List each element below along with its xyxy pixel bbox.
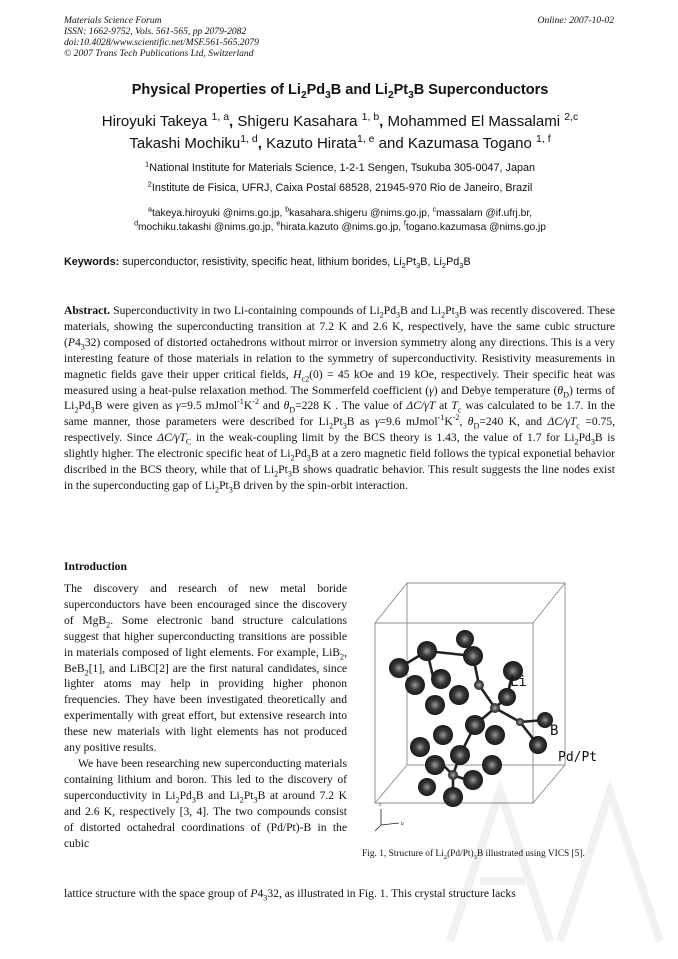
figure-caption: Fig. 1, Structure of $Li_2(Pd/Pt)_3B$ illustrated using VICS [5]. [362,849,585,861]
intro-paragraph-1: The discovery and research of new metal boride superconductors have been encouraged since the discovery of MgB$_2$. Some electronic band structure calculations suggest that higher superconducting transitions are possible in materials composed of light elements. For example, LiB$_2$, BeB$_2$[1], and LiBC[2] are the first natural candidates, since lighter atoms may help in providing higher phonon frequencies. They have been investigated theoretically and experimentally with great effort, but extensive research into these new materials with light elements has not produced any positive results. [64,582,347,755]
authors-line-1: Hiroyuki Takeya $^{1, a}$, Shigeru Kasahara $^{1, b}$, Mohammed El Massalami $^{2,c}$ [101,111,579,130]
paper-title: Physical Properties of $Li_2Pd_3B$ and $Li_2Pt_3B$ Superconductors [131,82,549,101]
doi-line: doi:10.4028/www.scientific.net/MSF.561-565.2079 [64,37,259,48]
axis-triad [375,809,399,831]
author-name: Shigeru Kasahara [237,113,362,130]
intro-continuation: lattice structure with the space group of $P4_332$, as illustrated in Fig. 1. This crystal structure lacks [64,887,516,903]
journal-name: Materials Science Forum [64,15,162,26]
copyright-line: © 2007 Trans Tech Publications Ltd, Switzerland [64,48,254,59]
axis-b-label: b [401,822,404,827]
author-name: Kazumasa Togano [407,135,537,152]
keywords: Keywords: superconductor, resistivity, specific heat, lithium borides, $Li_2Pt_3B$, $Li_2Pd_3B$ [64,256,471,271]
affiliation-1: $^1$National Institute for Materials Science, 1-2-1 Sengen, Tsukuba 305-0047, Japan [145,159,535,174]
abstract-label: Abstract. [64,304,111,317]
online-date: Online: 2007-10-02 [537,15,614,26]
axis-c-label: c [379,803,382,808]
label-pd-pt: Pd/Pt [558,750,598,765]
introduction-body [64,581,347,851]
label-li: Li [510,674,527,690]
authors-line-2: Takashi Mochiku$^{1, d}$, Kazuto Hirata$^{1, e}$ and Kazumasa Togano $^{1, f}$ [129,133,551,152]
label-b: B [550,723,559,739]
author-name: Kazuto Hirata [266,135,357,152]
author-name: Mohammed El Massalami [387,113,565,130]
author-emails: $^a$takeya.hiroyuki @nims.go.jp, $^b$kasahara.shigeru @nims.go.jp, $^c$massalam @if.ufrj.br, $^d$mochiku.takashi @nims.go.jp, $^e$hirata.kazuto @nims.go.jp, $^f$togano.kazumasa @nims.go.jp [134,205,546,233]
unit-cell-outline [375,583,565,803]
abstract: Abstract. Superconductivity in two Li-containing compounds of $Li_2Pd_3B$ and $Li_2Pt_3B$ was recently discovered. These materials, showing the superconducting transition at 7.2 K and 2.6 K, respectively, have the same cubic structure $(P4_332)$ composed of distorted octahedrons without mirror or inversion symmetry along any directions. This is a very interesting feature of those materials in relation to the symmetry of superconductivity. Resistivity measurements in magnetic fields gave their upper critical fields, $H_{c2}(0) = 45$ kOe and 19 kOe, respectively. Their specific heat was measured using a heat-pulse relaxation method. The Sommerfeld coefficient (γ) and Debye temperature $(\theta_D)$ terms of $Li_2Pd_3B$ were given as γ=9.5 $mJmol^{-1}K^{-2}$ and $\theta_D=228$ K . The value of ΔC/γT at $T_c$ was calculated to be 1.7. In the same manner, those parameters were described for $Li_2Pt_3B$ as γ=9.6 $mJmol^{-1}K^{-2}$, $\theta_D=240$ K, and $\Delta C/\gamma T_c =0.75$, respectively. Since $\Delta C/\gamma T_C$ in the weak-coupling limit by the BCS theory is 1.43, the value of 1.7 for $Li_2Pd_3B$ is slightly higher. The electronic specific heat of $Li_2Pd_3B$ at a zero magnetic field follows the typical exponetial behavior discribed in the BCS theory, while that of $Li_2Pt_3B$ shows quadratic behavior. This result suggests the line nodes exist in the superconducting gap of $Li_2Pt_3B$ driven by the spin-orbit interaction. [64,304,616,495]
watermark-graphic [430,771,670,951]
author-name: Takashi Mochiku [129,135,241,152]
introduction-heading: Introduction [64,560,127,573]
affiliation-2: $^2$Institute de Fisica, UFRJ, Caixa Postal 68528, 21945-970 Rio de Janeiro, Brazil [147,179,533,194]
journal-header [64,15,259,59]
issn-line: ISSN: 1662-9752, Vols. 561-565, pp 2079-2082 [64,26,247,37]
intro-paragraph-2: We have been researching new superconducting materials containing lithium and boron. This led to the discovery of superconductivity in $Li_2Pd_3B$ and $Li_2Pt_3B$ at around 7.2 K and 2.6 K, respectively [3, 4]. The two compounds consist of distorted octahedral coordinations of (Pd/Pt)-B in the cubic [64,756,347,850]
author-name: Hiroyuki Takeya [101,113,212,130]
keywords-label: Keywords: [64,256,120,268]
